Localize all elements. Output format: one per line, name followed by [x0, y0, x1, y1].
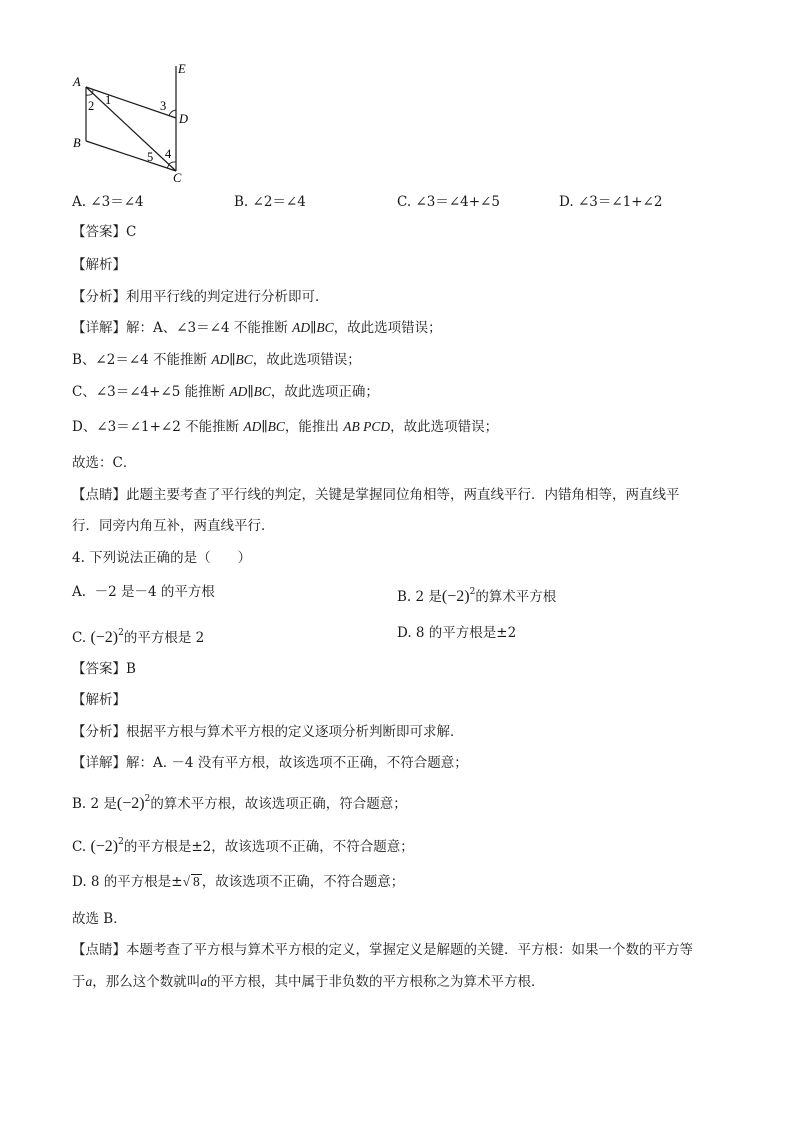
detail-text: ，能推出: [284, 419, 344, 435]
label-b: B: [73, 136, 81, 150]
detail-text: D、∠3＝∠1+∠2 不能推断: [72, 419, 244, 435]
q3-comment-line2: 行．同旁内角互补，两直线平行．: [72, 518, 275, 534]
detail-text: 的平方根是±2，故该选项不正确，不符合题意；: [123, 839, 414, 855]
fenxi-tag: 【分析】: [72, 724, 126, 740]
option-letter: C.: [397, 194, 412, 210]
q3-option-d: [559, 192, 662, 212]
q3-answer: [72, 222, 136, 242]
detail-text: ，故此选项正确；: [270, 384, 379, 400]
q4-detail-a: [72, 753, 468, 773]
math-expression: (−2): [116, 795, 145, 812]
math-variable: a: [85, 974, 93, 989]
q4-option-d: D. 8 的平方根是±2: [397, 625, 517, 641]
option-text: ∠3＝∠1+∠2: [577, 194, 663, 210]
fenxi-text: 根据平方根与算术平方根的定义逐项分析判断即可求解．: [126, 724, 464, 740]
comment-text: 本题考查了平方根与算术平方根的定义，掌握定义是解题的关键．平方根：如果一个数的平方等: [126, 942, 693, 958]
q3-option-b: [234, 192, 306, 212]
option-text: ∠2＝∠4: [252, 194, 306, 210]
q4-analysis-tag: 【解析】: [72, 692, 126, 708]
comment-tag: 【点睛】: [72, 487, 126, 503]
geometry-figure: [66, 58, 206, 188]
comment-text: 于: [72, 974, 86, 990]
detail-text: 解：A. －4 没有平方根，故该选项不正确，不符合题意；: [126, 755, 468, 771]
detail-tag: 【详解】: [72, 320, 126, 336]
q4-detail-d: [72, 872, 404, 892]
q3-detail-a: [72, 318, 442, 338]
q4-detail-c: [72, 832, 414, 857]
option-letter: A.: [72, 194, 87, 210]
option-text: ∠3＝∠4: [90, 194, 144, 210]
option-letter: A.: [72, 584, 87, 600]
math-expression: (−2): [441, 588, 470, 605]
comment-text: 的平方根，其中属于非负数的平方根称之为算术平方根．: [207, 974, 545, 990]
option-text: 的平方根是 2: [123, 630, 205, 646]
q4-option-a: [72, 582, 215, 602]
q4-option-c: [72, 623, 204, 648]
angle-arc-2: [86, 94, 92, 95]
q3-comment-line1: [72, 485, 680, 505]
exponent: 2: [118, 628, 124, 638]
label-angle-4: 4: [165, 147, 172, 161]
angle-arc-4: [169, 162, 176, 164]
detail-text: C、∠3＝∠4+∠5 能推断: [72, 384, 230, 400]
segment-bc: [86, 141, 176, 171]
detail-text: 解：A、∠3＝∠4 不能推断: [126, 320, 293, 336]
q4-option-b: [397, 582, 556, 607]
sqrt-radicand: 8: [193, 874, 200, 889]
q4-stem: 4. 下列说法正确的是（ ）: [72, 550, 252, 566]
label-c: C: [173, 171, 182, 185]
label-a: A: [73, 75, 81, 89]
answer-tag: 【答案】: [72, 661, 126, 677]
q3-option-a: [72, 192, 144, 212]
q3-detail-c: [72, 382, 379, 402]
angle-arc-5: [167, 164, 169, 168]
q3-option-c: [397, 192, 500, 212]
fenxi-tag: 【分析】: [72, 289, 126, 305]
q3-detail-d: [72, 417, 498, 437]
answer-value: B: [126, 661, 136, 677]
detail-text: ，故此选项错误；: [333, 320, 442, 336]
detail-text: B. 2 是: [72, 796, 117, 812]
comment-text: ，那么这个数就叫: [92, 974, 201, 990]
exponent: 2: [469, 587, 476, 597]
label-angle-5: 5: [147, 150, 154, 164]
q4-fenxi: [72, 722, 464, 742]
label-d: D: [179, 112, 189, 126]
comment-text: 此题主要考查了平行线的判定，关键是掌握同位角相等，两直线平行．内错角相等，两直线平: [126, 487, 680, 503]
sqrt-radical-icon: √: [182, 874, 191, 889]
q4-answer: [72, 659, 136, 679]
math-expression: (−2): [90, 629, 119, 646]
detail-text: ，故此选项错误；: [390, 419, 499, 435]
q3-analysis-tag: 【解析】: [72, 257, 126, 273]
option-text: 的算术平方根: [475, 589, 557, 605]
math-variable: a: [200, 974, 207, 989]
fenxi-text: 利用平行线的判定进行分析即可．: [126, 289, 329, 305]
label-angle-2: 2: [88, 99, 95, 113]
q3-detail-b: [72, 350, 361, 370]
q3-fenxi: [72, 287, 329, 307]
detail-text: ，故该选项不正确，不符合题意；: [201, 874, 405, 890]
label-angle-1: 1: [105, 93, 112, 107]
comment-tag: 【点睛】: [72, 942, 126, 958]
detail-text: 的算术平方根，故该选项正确，符合题意；: [150, 796, 407, 812]
detail-text: D. 8 的平方根是±: [72, 874, 183, 890]
exponent: 2: [118, 837, 124, 847]
detail-text: ，故此选项错误；: [252, 352, 361, 368]
q4-comment-line1: [72, 940, 693, 960]
exponent: 2: [144, 794, 151, 804]
option-letter: B. 2 是: [397, 589, 442, 605]
label-e: E: [178, 62, 186, 76]
option-letter: B.: [234, 194, 249, 210]
q4-choose: 故选 B．: [72, 911, 127, 927]
angle-arc-3: [169, 110, 176, 116]
detail-text: C.: [72, 839, 87, 855]
option-text: －2 是－4 的平方根: [94, 584, 215, 600]
label-angle-3: 3: [160, 99, 167, 113]
answer-value: C: [126, 224, 137, 240]
math-expression: AD∥BC: [229, 384, 271, 399]
math-expression: (−2): [90, 838, 119, 855]
math-expression: AD∥BC: [292, 320, 334, 335]
option-text: ∠3＝∠4+∠5: [415, 194, 500, 210]
q3-choose: 故选：C．: [72, 455, 137, 471]
option-letter: C.: [72, 630, 87, 646]
q4-detail-b: [72, 789, 407, 814]
q4-comment-line2: [72, 972, 545, 992]
option-letter: D.: [559, 194, 574, 210]
math-expression: AD∥BC: [211, 352, 253, 367]
math-expression: AD∥BC: [243, 419, 285, 434]
detail-tag: 【详解】: [72, 755, 126, 771]
answer-tag: 【答案】: [72, 224, 126, 240]
detail-text: B、∠2＝∠4 不能推断: [72, 352, 212, 368]
math-expression: AB PCD: [343, 419, 391, 434]
